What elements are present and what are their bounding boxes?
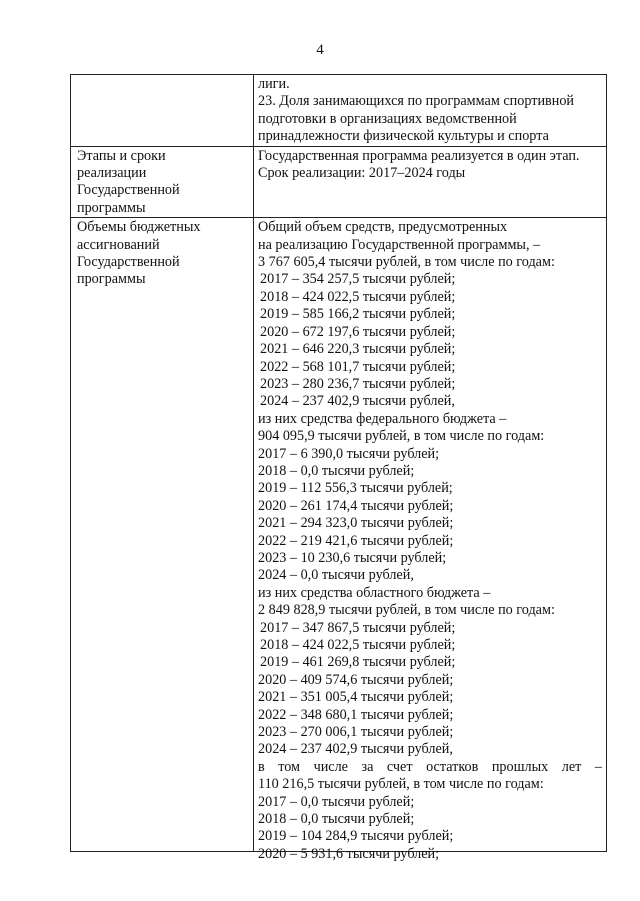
program-passport-table xyxy=(70,74,607,862)
label-line: ассигнований xyxy=(77,236,160,253)
label-cell-empty xyxy=(71,75,254,147)
text-line: 2 849 828,9 тысячи рублей, в том числе по годам: xyxy=(258,602,555,619)
table-row-budget xyxy=(71,218,607,852)
year-line: 2018 – 0,0 тысячи рублей; xyxy=(258,811,415,828)
year-line: 2018 – 424 022,5 тысячи рублей; xyxy=(260,288,456,305)
label-line: Государственной xyxy=(77,182,180,199)
year-line: 2019 – 104 284,9 тысячи рублей; xyxy=(258,828,454,845)
word: лет xyxy=(561,758,582,775)
year-line: 2019 – 585 166,2 тысячи рублей; xyxy=(260,306,456,323)
year-line: 2022 – 219 421,6 тысячи рублей; xyxy=(258,532,454,549)
text-line: Общий объем средств, предусмотренных xyxy=(258,219,508,236)
federal-funding-block xyxy=(258,411,602,585)
word: прошлых xyxy=(491,758,549,775)
table-row-indicators xyxy=(71,75,607,147)
label-line: реализации xyxy=(77,165,147,182)
regional-funding-block xyxy=(258,585,602,759)
year-line: 2022 – 568 101,7 тысячи рублей; xyxy=(260,358,456,375)
year-line: 2023 – 280 236,7 тысячи рублей; xyxy=(260,375,456,392)
year-line: 2017 – 0,0 тысячи рублей; xyxy=(258,793,415,810)
value-cell-indicators xyxy=(254,75,607,147)
year-line: 2021 – 351 005,4 тысячи рублей; xyxy=(258,689,454,706)
year-line: 2019 – 461 269,8 тысячи рублей; xyxy=(260,654,456,671)
word: счет xyxy=(386,758,413,775)
text-line: 110 216,5 тысячи рублей, в том числе по годам: xyxy=(258,776,544,793)
word: остатков xyxy=(426,758,479,775)
value-cell-stages xyxy=(254,146,607,218)
label-line: Этапы и сроки xyxy=(77,147,166,164)
year-line: 2022 – 348 680,1 тысячи рублей; xyxy=(258,706,454,723)
year-line: 2024 – 0,0 тысячи рублей, xyxy=(258,567,414,584)
word: в xyxy=(258,758,265,775)
label-line: программы xyxy=(77,199,146,216)
year-line: 2023 – 270 006,1 тысячи рублей; xyxy=(258,724,454,741)
label-cell-budget xyxy=(71,218,254,852)
total-funding-block xyxy=(258,219,602,410)
year-line: 2020 – 5 931,6 тысячи рублей; xyxy=(258,845,440,862)
remainders-funding-block xyxy=(258,759,602,863)
text-line: Государственная программа реализуется в один этап. xyxy=(258,147,580,164)
year-line: 2020 – 409 574,6 тысячи рублей; xyxy=(258,671,454,688)
text-line: Срок реализации: 2017–2024 годы xyxy=(258,165,466,182)
text-line: на реализацию Государственной программы, – xyxy=(258,236,541,253)
year-line: 2017 – 354 257,5 тысячи рублей; xyxy=(260,271,456,288)
year-line: 2019 – 112 556,3 тысячи рублей; xyxy=(258,480,453,497)
table-row-stages xyxy=(71,146,607,218)
word: числе xyxy=(313,758,348,775)
year-line: 2021 – 294 323,0 тысячи рублей; xyxy=(258,515,454,532)
text-line: из них средства областного бюджета – xyxy=(258,584,491,601)
year-line: 2023 – 10 230,6 тысячи рублей; xyxy=(258,549,447,566)
year-line: 2024 – 237 402,9 тысячи рублей, xyxy=(258,741,453,758)
label-line: Государственной xyxy=(77,254,180,271)
year-line: 2021 – 646 220,3 тысячи рублей; xyxy=(260,341,456,358)
text-line: 3 767 605,4 тысячи рублей, в том числе по годам: xyxy=(258,254,555,271)
value-cell-budget xyxy=(254,218,607,862)
label-line: Объемы бюджетных xyxy=(77,219,201,236)
text-line: лиги. xyxy=(258,76,290,92)
word: за xyxy=(361,758,374,775)
label-cell-stages xyxy=(71,146,254,218)
word: том xyxy=(278,758,301,775)
year-line: 2020 – 672 197,6 тысячи рублей; xyxy=(260,323,456,340)
year-line: 2017 – 347 867,5 тысячи рублей; xyxy=(260,619,456,636)
text-line: 904 095,9 тысячи рублей, в том числе по годам: xyxy=(258,428,545,445)
text-line: принадлежности физической культуры и спорта xyxy=(258,128,549,145)
year-line: 2018 – 424 022,5 тысячи рублей; xyxy=(260,637,456,653)
word: – xyxy=(594,758,602,775)
year-line: 2020 – 261 174,4 тысячи рублей; xyxy=(258,497,454,514)
year-line: 2017 – 6 390,0 тысячи рублей; xyxy=(258,445,440,462)
text-line: подготовки в организациях ведомственной xyxy=(258,110,517,127)
justified-line xyxy=(258,759,602,776)
year-line: 2018 – 0,0 тысячи рублей; xyxy=(258,462,415,479)
year-line: 2024 – 237 402,9 тысячи рублей, xyxy=(260,393,455,410)
text-line: 23. Доля занимающихся по программам спортивной xyxy=(258,93,575,110)
text-line: из них средства федерального бюджета – xyxy=(258,410,507,427)
page-number: 4 xyxy=(316,42,324,58)
label-line: программы xyxy=(77,271,146,288)
